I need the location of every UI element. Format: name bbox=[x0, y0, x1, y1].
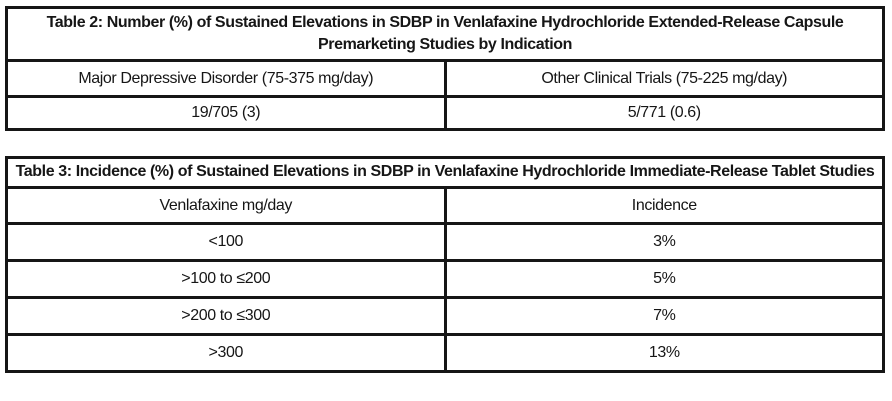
table-2-value-mdd: 19/705 (3) bbox=[7, 97, 446, 130]
table-row bbox=[7, 8, 884, 61]
table-3-incidence-row2: 5% bbox=[445, 261, 884, 298]
table-spacer bbox=[5, 131, 885, 156]
table-3-incidence-row4: 13% bbox=[445, 335, 884, 372]
table-2-column-header-mdd: Major Depressive Disorder (75-375 mg/day) bbox=[7, 61, 446, 97]
table-3-column-header-dose: Venlafaxine mg/day bbox=[7, 188, 446, 224]
table-2-column-header-other-trials: Other Clinical Trials (75-225 mg/day) bbox=[445, 61, 884, 97]
table-2-sustained-elevations-er bbox=[5, 6, 885, 131]
table-row bbox=[7, 335, 884, 372]
table-3-incidence-row1: 3% bbox=[445, 224, 884, 261]
table-row bbox=[7, 61, 884, 97]
table-3-incidence-ir bbox=[5, 156, 885, 373]
table-3-incidence-row3: 7% bbox=[445, 298, 884, 335]
table-row bbox=[7, 224, 884, 261]
table-3-column-header-incidence: Incidence bbox=[445, 188, 884, 224]
table-3-dose-row4: >300 bbox=[7, 335, 446, 372]
table-row bbox=[7, 188, 884, 224]
table-row bbox=[7, 298, 884, 335]
table-2-value-other-trials: 5/771 (0.6) bbox=[445, 97, 884, 130]
table-3-dose-row3: >200 to ≤300 bbox=[7, 298, 446, 335]
table-row bbox=[7, 261, 884, 298]
table-3-title: Table 3: Incidence (%) of Sustained Elevations in SDBP in Venlafaxine Hydrochloride Immediate-Release Tablet Studies bbox=[7, 158, 884, 188]
table-row bbox=[7, 158, 884, 188]
table-3-dose-row2: >100 to ≤200 bbox=[7, 261, 446, 298]
table-2-title: Table 2: Number (%) of Sustained Elevations in SDBP in Venlafaxine Hydrochloride Extended-Release Capsule Premarketing Studies by Indication bbox=[7, 8, 884, 61]
table-3-dose-row1: <100 bbox=[7, 224, 446, 261]
table-row bbox=[7, 97, 884, 130]
